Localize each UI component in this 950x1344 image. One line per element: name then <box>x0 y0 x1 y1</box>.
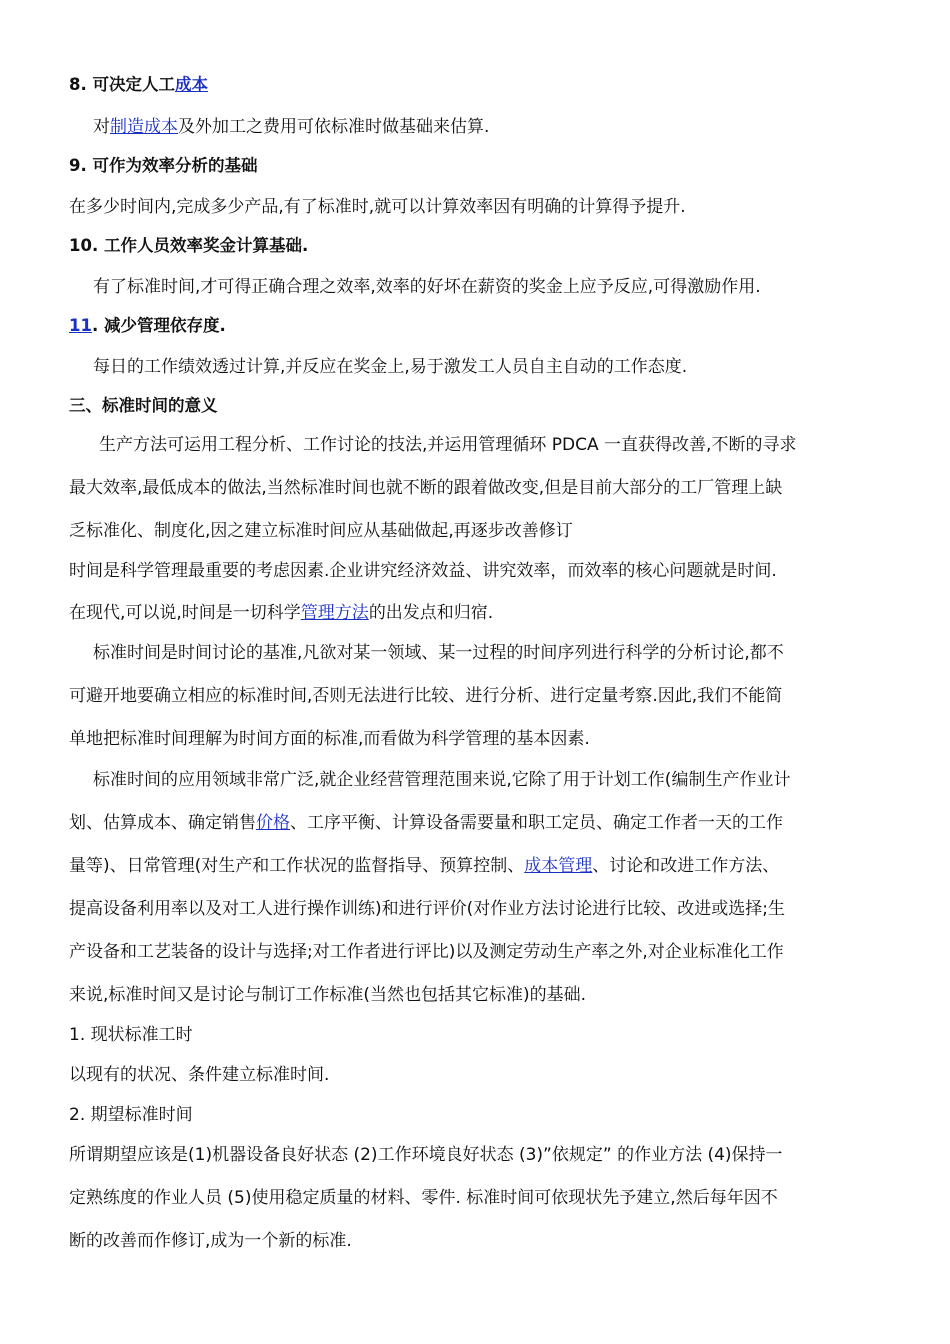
paragraph-4-line-5: 产设备和工艺装备的设计与选择;对工作者进行评比)以及测定劳动生产率之外,对企业标准化工作 <box>69 942 784 962</box>
paragraph-4-line-3: 量等)、日常管理(对生产和工作状况的监督指导、预算控制、成本管理、讨论和改进工作方法、 <box>69 856 780 876</box>
section-11-number-link[interactable]: 11 <box>69 316 92 335</box>
paragraph-1-line-3: 乏标准化、制度化,因之建立标准时间应从基础做起,再逐步改善修订 <box>69 521 573 541</box>
section-9-heading <box>69 152 258 176</box>
link-management-method[interactable]: 管理方法 <box>300 603 369 623</box>
paragraph-4-line-6: 来说,标准时间又是讨论与制订工作标准(当然也包括其它标准)的基础. <box>69 985 587 1005</box>
section-8-body: 对制造成本及外加工之费用可依标准时做基础来估算. <box>93 117 490 137</box>
item-1-title: 1. 现状标准工时 <box>69 1025 193 1045</box>
link-cost-management[interactable]: 成本管理 <box>524 856 593 876</box>
section-3-heading: 三、标准时间的意义 <box>69 396 218 415</box>
paragraph-4-line-4: 提高设备利用率以及对工人进行操作训练)和进行评价(对作业方法讨论进行比较、改进或选择;生 <box>69 899 785 919</box>
section-11-body: 每日的工作绩效透过计算,并反应在奖金上,易于激发工人员自主自动的工作态度. <box>93 357 688 377</box>
paragraph-1-line-2: 最大效率,最低成本的做法,当然标准时间也就不断的跟着做改变,但是目前大部分的工厂管理上缺 <box>69 478 783 498</box>
item-2-body-line-1: 所谓期望应该是(1)机器设备良好状态 (2)工作环境良好状态 (3)”依规定” 的作业方法 (4)保持一 <box>69 1145 783 1165</box>
section-10-title: 工作人员效率奖金计算基础. <box>103 236 309 255</box>
section-11-heading <box>69 312 226 336</box>
section-10-body: 有了标准时间,才可得正确合理之效率,效率的好坏在薪资的奖金上应予反应,可得激励作用. <box>93 277 761 297</box>
link-price[interactable]: 价格 <box>256 813 290 833</box>
paragraph-2-line-1: 时间是科学管理最重要的考虑因素.企业讲究经济效益、讲究效率，而效率的核心问题就是时间. <box>69 561 777 581</box>
link-cost[interactable]: 成本 <box>175 75 208 94</box>
paragraph-3-line-3: 单地把标准时间理解为时间方面的标准,而看做为科学管理的基本因素. <box>69 729 590 749</box>
section-11-title: . 减少管理依存度. <box>91 316 226 335</box>
paragraph-1-line-1: 生产方法可运用工程分析、工作讨论的技法,并运用管理循环 PDCA 一直获得改善,不断的寻求 <box>99 435 797 455</box>
item-2-body-line-2: 定熟练度的作业人员 (5)使用稳定质量的材料、零件. 标准时间可依现状先予建立,然后每年因不 <box>69 1188 778 1208</box>
paragraph-3-line-2: 可避开地要确立相应的标准时间,否则无法进行比较、进行分析、进行定量考察.因此,我们不能简 <box>69 686 783 706</box>
item-2-title: 2. 期望标准时间 <box>69 1105 193 1125</box>
section-9-title: 可作为效率分析的基础 <box>92 156 258 175</box>
paragraph-4-line-1: 标准时间的应用领域非常广泛,就企业经营管理范围来说,它除了用于计划工作(编制生产作业计 <box>93 770 791 790</box>
item-1-body: 以现有的状况、条件建立标准时间. <box>69 1065 330 1085</box>
section-8-heading <box>69 71 208 95</box>
paragraph-3-line-1: 标准时间是时间讨论的基准,凡欲对某一领域、某一过程的时间序列进行科学的分析讨论,都不 <box>93 643 784 663</box>
link-manufacturing-cost[interactable]: 制造成本 <box>110 117 178 137</box>
section-8-number: 8. <box>69 75 87 94</box>
paragraph-4-line-2: 划、估算成本、确定销售价格、工序平衡、计算设备需要量和职工定员、确定工作者一天的工作 <box>69 813 783 833</box>
paragraph-2-line-2: 在现代,可以说,时间是一切科学管理方法的出发点和归宿. <box>69 603 494 623</box>
section-8-title: 可决定人工 <box>92 75 175 94</box>
section-9-body: 在多少时间内,完成多少产品,有了标准时,就可以计算效率因有明确的计算得予提升. <box>69 197 686 217</box>
section-10-number: 10. <box>69 236 99 255</box>
item-2-body-line-3: 断的改善而作修订,成为一个新的标准. <box>69 1231 352 1251</box>
section-9-number: 9. <box>69 156 87 175</box>
section-10-heading <box>69 232 308 256</box>
